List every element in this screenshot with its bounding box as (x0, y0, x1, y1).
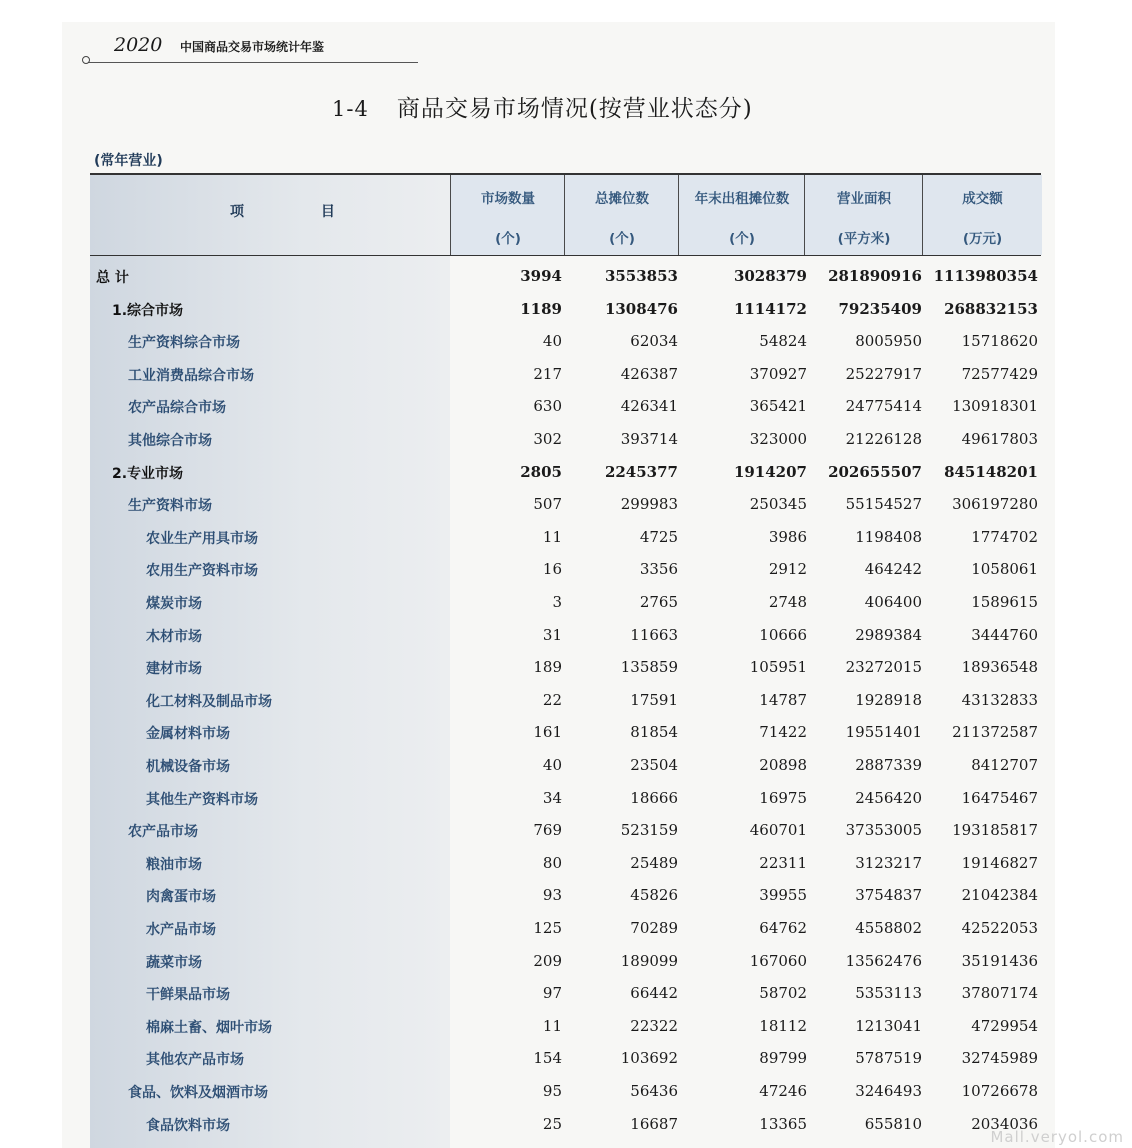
cell-rented-stalls: 460701 (749, 821, 807, 840)
cell-market-count: 11 (542, 1016, 562, 1035)
cell-turnover: 1774702 (971, 527, 1038, 546)
cell-market-count: 769 (533, 821, 562, 840)
cell-rented-stalls: 64762 (759, 919, 807, 937)
cell-business-area: 202655507 (828, 462, 922, 481)
cell-turnover: 4729954 (971, 1016, 1038, 1035)
cell-business-area: 3754837 (855, 886, 922, 905)
cell-market-count: 40 (542, 756, 562, 774)
cell-business-area: 79235409 (838, 299, 922, 318)
cell-business-area: 1213041 (855, 1016, 922, 1035)
cell-total-stalls: 25489 (630, 853, 678, 872)
cell-business-area: 5353113 (855, 984, 922, 1003)
row-label: 总 计 (96, 270, 129, 286)
cell-total-stalls: 45826 (630, 886, 678, 905)
cell-business-area: 1198408 (855, 527, 922, 546)
page-header (88, 32, 418, 63)
row-label: 食品饮料市场 (146, 1117, 230, 1134)
table-row (90, 946, 1041, 978)
cell-market-count: 161 (533, 723, 562, 742)
table-subtitle: (常年营业) (94, 153, 163, 169)
cell-rented-stalls: 365421 (749, 397, 807, 416)
cell-turnover: 72577429 (961, 364, 1038, 383)
cell-total-stalls: 1308476 (604, 299, 678, 318)
cell-business-area: 281890916 (828, 267, 922, 285)
cell-turnover: 1058061 (971, 560, 1038, 579)
table-row (90, 652, 1041, 684)
row-label: 蔬菜市场 (146, 954, 202, 971)
cell-market-count: 31 (542, 625, 562, 644)
row-label: 农产品市场 (128, 824, 198, 841)
cell-rented-stalls: 89799 (759, 1049, 807, 1068)
cell-business-area: 3123217 (855, 853, 922, 872)
cell-total-stalls: 299983 (620, 495, 678, 514)
cell-total-stalls: 3356 (639, 560, 678, 579)
cell-total-stalls: 56436 (630, 1082, 678, 1100)
header-turnover: 成交额 (万元) (922, 175, 1042, 255)
cell-business-area: 23272015 (845, 658, 922, 677)
cell-rented-stalls: 18112 (759, 1016, 807, 1035)
cell-rented-stalls: 250345 (749, 495, 807, 514)
row-label: 水产品市场 (146, 922, 216, 938)
cell-total-stalls: 426387 (620, 364, 678, 383)
table-row (90, 978, 1041, 1010)
cell-market-count: 25 (542, 1114, 562, 1133)
cell-market-count: 97 (542, 984, 562, 1003)
cell-market-count: 3 (552, 593, 562, 611)
row-label: 工业消费品综合市场 (128, 367, 254, 384)
cell-total-stalls: 3553853 (604, 267, 678, 285)
table-row (90, 522, 1041, 554)
row-label: 农业生产用具市场 (146, 530, 258, 547)
table-row (90, 554, 1041, 586)
cell-turnover: 1113980354 (933, 267, 1038, 285)
cell-rented-stalls: 71422 (759, 723, 807, 742)
cell-market-count: 302 (533, 430, 562, 448)
table-row (90, 1011, 1041, 1043)
cell-business-area: 2887339 (855, 756, 922, 774)
cell-rented-stalls: 58702 (759, 984, 807, 1003)
row-label: 木材市场 (146, 628, 202, 645)
cell-market-count: 11 (542, 527, 562, 546)
table-row (90, 294, 1041, 326)
cell-rented-stalls: 13365 (759, 1114, 807, 1133)
cell-business-area: 5787519 (855, 1049, 922, 1068)
cell-business-area: 21226128 (845, 430, 922, 448)
table-title-text: 商品交易市场情况(按营业状态分) (396, 96, 753, 122)
cell-total-stalls: 70289 (630, 919, 678, 937)
yearbook-page (62, 22, 1055, 1148)
row-label: 其他综合市场 (128, 433, 212, 449)
cell-rented-stalls: 20898 (759, 756, 807, 774)
cell-market-count: 154 (533, 1049, 562, 1068)
table-row (90, 685, 1041, 717)
cell-turnover: 3444760 (971, 625, 1038, 644)
cell-business-area: 464242 (864, 560, 922, 579)
cell-market-count: 2805 (520, 462, 562, 481)
cell-business-area: 2456420 (855, 788, 922, 807)
header-business-area: 营业面积 (平方米) (804, 175, 923, 255)
cell-total-stalls: 523159 (620, 821, 678, 840)
cell-market-count: 95 (542, 1082, 562, 1100)
cell-business-area: 3246493 (855, 1082, 922, 1100)
row-label: 生产资料市场 (128, 498, 212, 515)
cell-turnover: 49617803 (961, 430, 1038, 448)
cell-business-area: 1928918 (855, 690, 922, 709)
cell-rented-stalls: 22311 (759, 853, 807, 872)
table-row (90, 717, 1041, 749)
cell-turnover: 16475467 (961, 788, 1038, 807)
row-label: 农用生产资料市场 (146, 563, 258, 580)
table-row (90, 457, 1041, 489)
header-rented-stalls: 年末出租摊位数 (个) (678, 175, 805, 255)
cell-total-stalls: 393714 (620, 430, 678, 448)
item-column-header: 项 目 (230, 204, 371, 220)
row-label: 干鲜果品市场 (146, 987, 230, 1004)
cell-market-count: 34 (542, 788, 562, 807)
cell-business-area: 2989384 (855, 625, 922, 644)
cell-market-count: 16 (542, 560, 562, 579)
cell-turnover: 21042384 (961, 886, 1038, 905)
cell-business-area: 406400 (864, 593, 922, 611)
cell-rented-stalls: 167060 (749, 951, 807, 970)
table-row (90, 1076, 1041, 1108)
table-row (90, 783, 1041, 815)
cell-rented-stalls: 16975 (759, 788, 807, 807)
cell-turnover: 306197280 (952, 495, 1038, 514)
cell-rented-stalls: 10666 (759, 625, 807, 644)
cell-total-stalls: 426341 (620, 397, 678, 416)
cell-market-count: 630 (533, 397, 562, 416)
cell-rented-stalls: 1114172 (733, 299, 807, 318)
table-row (90, 261, 1041, 293)
row-label: 其他生产资料市场 (146, 791, 258, 808)
header-year: 2020 (114, 34, 163, 56)
row-label: 生产资料综合市场 (128, 335, 240, 352)
cell-rented-stalls: 323000 (749, 430, 807, 448)
row-label: 化工材料及制品市场 (146, 693, 272, 710)
cell-turnover: 35191436 (961, 951, 1038, 970)
row-label: 2.专业市场 (112, 465, 184, 482)
table-row (90, 359, 1041, 391)
cell-market-count: 125 (533, 919, 562, 937)
cell-rented-stalls: 3986 (768, 527, 807, 546)
cell-market-count: 189 (533, 658, 562, 677)
cell-rented-stalls: 1914207 (733, 462, 807, 481)
table-row (90, 750, 1041, 782)
cell-rented-stalls: 54824 (759, 332, 807, 351)
table-row (90, 587, 1041, 619)
cell-turnover: 193185817 (952, 821, 1038, 840)
cell-business-area: 655810 (864, 1114, 922, 1133)
cell-total-stalls: 81854 (630, 723, 678, 742)
row-label: 煤炭市场 (146, 596, 202, 612)
cell-rented-stalls: 370927 (749, 364, 807, 383)
cell-total-stalls: 22322 (630, 1016, 678, 1035)
row-label: 食品、饮料及烟酒市场 (128, 1085, 268, 1101)
cell-turnover: 18936548 (961, 658, 1038, 677)
header-dot-icon (82, 56, 90, 64)
cell-market-count: 80 (542, 853, 562, 872)
cell-market-count: 93 (542, 886, 562, 905)
cell-total-stalls: 17591 (630, 690, 678, 709)
cell-business-area: 37353005 (845, 821, 922, 840)
cell-rented-stalls: 47246 (759, 1082, 807, 1100)
cell-total-stalls: 2245377 (604, 462, 678, 481)
cell-business-area: 55154527 (845, 495, 922, 514)
cell-business-area: 4558802 (855, 919, 922, 937)
cell-turnover: 2034036 (971, 1114, 1038, 1133)
cell-turnover: 1589615 (971, 593, 1038, 611)
cell-turnover: 10726678 (961, 1082, 1038, 1100)
cell-turnover: 19146827 (961, 853, 1038, 872)
cell-total-stalls: 189099 (620, 951, 678, 970)
cell-total-stalls: 103692 (620, 1049, 678, 1068)
cell-business-area: 13562476 (845, 951, 922, 970)
cell-total-stalls: 16687 (630, 1114, 678, 1133)
cell-business-area: 24775414 (845, 397, 922, 416)
cell-turnover: 15718620 (961, 332, 1038, 351)
cell-turnover: 130918301 (952, 397, 1038, 416)
cell-turnover: 42522053 (961, 919, 1038, 937)
cell-total-stalls: 62034 (630, 332, 678, 351)
table-number: 1-4 (332, 97, 369, 121)
cell-total-stalls: 4725 (639, 527, 678, 546)
table-row (90, 489, 1041, 521)
cell-turnover: 845148201 (944, 462, 1038, 481)
cell-market-count: 22 (542, 690, 562, 709)
watermark: Mall.veryol.com (990, 1128, 1124, 1146)
cell-rented-stalls: 2748 (768, 593, 807, 611)
cell-turnover: 268832153 (944, 299, 1038, 318)
cell-market-count: 1189 (520, 299, 562, 318)
cell-turnover: 37807174 (961, 984, 1038, 1003)
cell-rented-stalls: 2912 (768, 560, 807, 579)
row-label: 金属材料市场 (146, 726, 230, 743)
cell-rented-stalls: 105951 (749, 658, 807, 677)
table-row (90, 391, 1041, 423)
cell-total-stalls: 18666 (630, 788, 678, 807)
cell-rented-stalls: 39955 (759, 886, 807, 905)
cell-turnover: 32745989 (961, 1049, 1038, 1068)
row-label: 粮油市场 (146, 856, 202, 873)
header-market-count: 市场数量 (个) (450, 175, 565, 255)
table-row (90, 848, 1041, 880)
cell-total-stalls: 11663 (630, 625, 678, 644)
header-book-title: 中国商品交易市场统计年鉴 (180, 40, 325, 54)
cell-total-stalls: 23504 (630, 756, 678, 774)
cell-market-count: 209 (533, 951, 562, 970)
cell-rented-stalls: 3028379 (733, 267, 807, 285)
table-row (90, 913, 1041, 945)
cell-market-count: 40 (542, 332, 562, 351)
row-label: 机械设备市场 (146, 759, 230, 775)
row-label: 1.综合市场 (112, 302, 184, 319)
cell-business-area: 19551401 (845, 723, 922, 742)
cell-total-stalls: 135859 (620, 658, 678, 677)
table-row (90, 326, 1041, 358)
cell-rented-stalls: 14787 (759, 690, 807, 709)
row-label: 建材市场 (146, 661, 202, 678)
table-row (90, 620, 1041, 652)
header-total-stalls: 总摊位数 (个) (564, 175, 679, 255)
cell-turnover: 211372587 (952, 723, 1038, 742)
table-row (90, 424, 1041, 456)
statistics-table (90, 173, 1041, 1148)
table-row (90, 1043, 1041, 1075)
cell-market-count: 507 (533, 495, 562, 514)
table-row (90, 1109, 1041, 1141)
cell-turnover: 8412707 (971, 756, 1038, 774)
row-label: 其他农产品市场 (146, 1052, 244, 1069)
table-title (332, 90, 753, 123)
cell-turnover: 43132833 (961, 690, 1038, 709)
header-rule (90, 255, 1041, 256)
cell-business-area: 25227917 (845, 364, 922, 383)
row-label: 肉禽蛋市场 (146, 889, 216, 906)
row-label: 棉麻土畜、烟叶市场 (146, 1019, 272, 1036)
cell-market-count: 3994 (520, 267, 562, 285)
table-row (90, 815, 1041, 847)
cell-market-count: 217 (533, 364, 562, 383)
row-label: 农产品综合市场 (128, 400, 226, 417)
cell-total-stalls: 66442 (630, 984, 678, 1003)
cell-business-area: 8005950 (855, 332, 922, 351)
table-row (90, 880, 1041, 912)
cell-total-stalls: 2765 (639, 593, 678, 611)
